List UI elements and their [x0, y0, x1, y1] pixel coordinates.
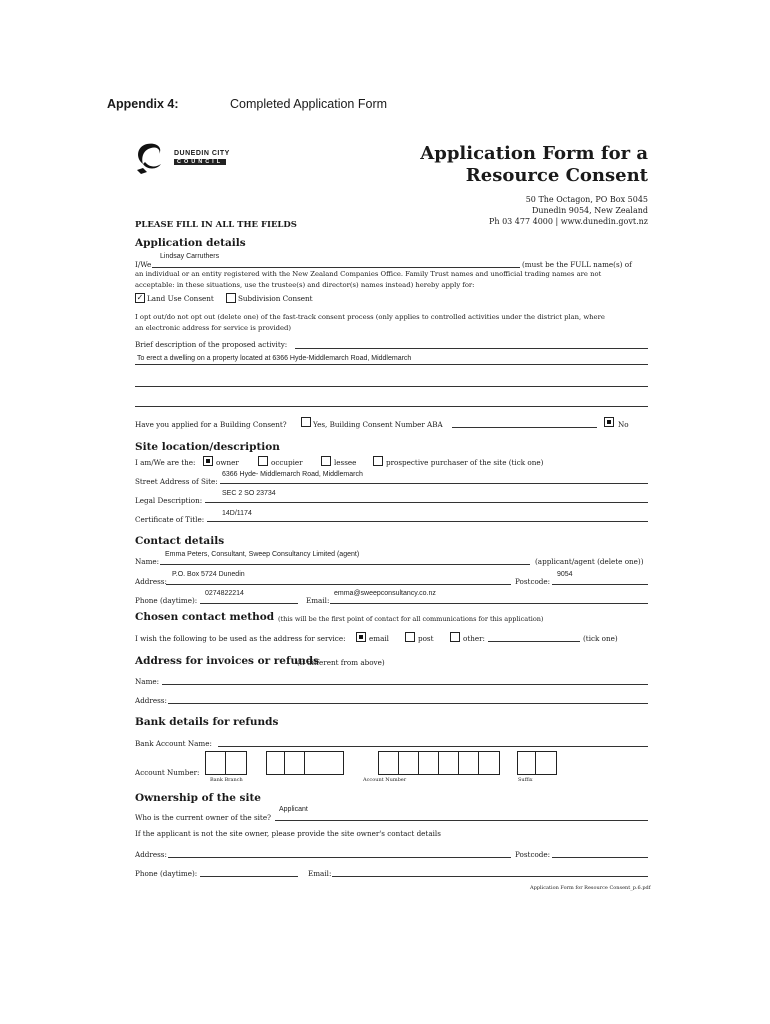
contact-name-value: Emma Peters, Consultant, Sweep Consultancy Limited (agent): [165, 551, 360, 558]
invoice-name-field[interactable]: [162, 684, 648, 685]
council-address1: 50 The Octagon, PO Box 5045: [525, 195, 648, 204]
form-title-line2: Resource Consent: [465, 165, 648, 186]
account-box-6[interactable]: [478, 751, 500, 775]
logo-name-line1: DUNEDIN CITY: [174, 150, 230, 157]
brief-description-field-4[interactable]: [135, 406, 648, 407]
contact-address-label: Address:: [135, 577, 167, 586]
land-use-checkbox[interactable]: ✓: [136, 293, 144, 302]
invoices-heading: Address for invoices or refunds: [135, 655, 320, 667]
building-consent-no-checkbox[interactable]: [604, 417, 614, 427]
account-box-4[interactable]: [438, 751, 460, 775]
owner-phone-label: Phone (daytime):: [135, 869, 198, 878]
purchaser-label: prospective purchaser of the site (tick one): [386, 458, 544, 467]
page-footer: Application Form for Resource Consent_p.6.pdf: [530, 885, 651, 891]
iam-label: I am/We are the:: [135, 458, 196, 467]
contact-postcode-field[interactable]: [552, 584, 648, 585]
service-email-checkbox[interactable]: [356, 632, 366, 642]
not-owner-text: If the applicant is not the site owner, please provide the site owner's contact details: [135, 829, 441, 838]
site-heading: Site location/description: [135, 441, 280, 453]
tick-one-note: (tick one): [583, 634, 618, 643]
street-address-field[interactable]: [220, 483, 648, 484]
invoices-note: (if different from above): [297, 658, 385, 667]
bank-account-name-field[interactable]: [218, 746, 648, 747]
branch-box-1[interactable]: [266, 751, 286, 775]
account-box-1[interactable]: [378, 751, 400, 775]
street-address-value: 6366 Hyde- Middlemarch Road, Middlemarch: [222, 471, 363, 478]
account-box-2[interactable]: [398, 751, 420, 775]
service-other-field[interactable]: [488, 641, 580, 642]
street-address-label: Street Address of Site:: [135, 477, 218, 486]
certificate-title-label: Certificate of Title:: [135, 515, 205, 524]
owner-question: Who is the current owner of the site?: [135, 813, 271, 822]
owner-field[interactable]: [275, 820, 648, 821]
account-box-3[interactable]: [418, 751, 440, 775]
lessee-checkbox[interactable]: [321, 456, 331, 466]
invoice-address-label: Address:: [135, 696, 167, 705]
contact-phone-field[interactable]: [200, 603, 298, 604]
service-other-label: other:: [463, 634, 485, 643]
legal-description-label: Legal Description:: [135, 496, 203, 505]
owner-address-field[interactable]: [168, 857, 511, 858]
invoice-address-field[interactable]: [168, 703, 648, 704]
appendix-title: Completed Application Form: [230, 97, 388, 111]
address-for-service-text: I wish the following to be used as the address for service:: [135, 634, 346, 643]
contact-email-value: emma@sweepconsultancy.co.nz: [334, 590, 436, 597]
brief-description-field-2[interactable]: [135, 364, 648, 365]
account-number-label: Account Number:: [135, 768, 200, 777]
entity-text-2: acceptable: in these situations, use the trustee(s) and director(s) names instead) hereby apply for:: [135, 281, 475, 289]
brief-description-field-3[interactable]: [135, 386, 648, 387]
building-consent-yes-checkbox[interactable]: [301, 417, 311, 427]
bank-code-box-2[interactable]: [225, 751, 247, 775]
bank-code-box-1[interactable]: [205, 751, 227, 775]
suffix-box-1[interactable]: [517, 751, 537, 775]
branch-box-2[interactable]: [284, 751, 306, 775]
fill-all-instruction: PLEASE FILL IN ALL THE FIELDS: [135, 220, 297, 230]
contact-name-field[interactable]: [160, 564, 530, 565]
contact-name-label: Name:: [135, 557, 160, 566]
certificate-title-field[interactable]: [207, 521, 648, 522]
building-consent-no-label: No: [618, 420, 629, 429]
brief-description-value: To erect a dwelling on a property located at 6366 Hyde-Middlemarch Road, Middlemarch: [137, 355, 412, 362]
building-consent-question: Have you applied for a Building Consent?: [135, 420, 287, 429]
owner-checkbox[interactable]: [203, 456, 213, 466]
contact-address-field[interactable]: [166, 584, 511, 585]
owner-postcode-label: Postcode:: [515, 850, 551, 859]
iwe-value: Lindsay Carruthers: [160, 253, 220, 260]
occupier-checkbox[interactable]: [258, 456, 268, 466]
contact-name-note: (applicant/agent (delete one)): [535, 557, 644, 566]
owner-label: owner: [216, 458, 239, 467]
owner-email-field[interactable]: [332, 876, 648, 877]
contact-postcode-value: 9054: [557, 571, 573, 578]
building-consent-number-field[interactable]: [452, 427, 597, 428]
lessee-label: lessee: [334, 458, 357, 467]
owner-phone-field[interactable]: [200, 876, 298, 877]
owner-value: Applicant: [279, 806, 308, 813]
land-use-label: Land Use Consent: [147, 294, 214, 303]
contact-postcode-label: Postcode:: [515, 577, 551, 586]
service-other-checkbox[interactable]: [450, 632, 460, 642]
dunedin-council-logo-icon: [133, 140, 173, 176]
contact-email-label: Email:: [306, 596, 330, 605]
appendix-label: Appendix 4:: [107, 97, 179, 111]
owner-email-label: Email:: [308, 869, 332, 878]
account-box-5[interactable]: [458, 751, 480, 775]
application-details-heading: Application details: [135, 237, 246, 249]
chosen-contact-heading: Chosen contact method: [135, 611, 275, 623]
contact-details-heading: Contact details: [135, 535, 225, 547]
service-email-label: email: [369, 634, 389, 643]
contact-phone-value: 0274822214: [205, 590, 244, 597]
bank-account-name-label: Bank Account Name:: [135, 739, 212, 748]
legal-description-field[interactable]: [205, 502, 648, 503]
branch-box-3[interactable]: [304, 751, 344, 775]
contact-address-value: P.O. Box 5724 Dunedin: [172, 571, 245, 578]
optout-text-2: an electronic address for service is provided): [135, 324, 292, 332]
purchaser-checkbox[interactable]: [373, 456, 383, 466]
owner-postcode-field[interactable]: [552, 857, 648, 858]
contact-email-field[interactable]: [330, 603, 648, 604]
optout-text-1: I opt out/do not opt out (delete one) of the fast-track consent process (only applies to controlled activities under the district plan, where: [135, 313, 605, 321]
certificate-title-value: 14D/1174: [222, 510, 252, 517]
legal-description-value: SEC 2 SO 23734: [222, 490, 276, 497]
brief-description-label: Brief description of the proposed activity:: [135, 340, 288, 349]
iwe-label: I/We: [135, 260, 152, 269]
contact-phone-label: Phone (daytime):: [135, 596, 198, 605]
owner-address-label: Address:: [135, 850, 167, 859]
entity-text-1: an individual or an entity registered with the New Zealand Companies Office. Family Trust names and unofficial trading names are not: [135, 270, 602, 278]
suffix-box-2[interactable]: [535, 751, 557, 775]
building-consent-yes-label: Yes, Building Consent Number ABA: [313, 420, 443, 429]
service-post-checkbox[interactable]: [405, 632, 415, 642]
chosen-contact-note: (this will be the first point of contact for all communications for this application): [278, 615, 544, 623]
subdivision-label: Subdivision Consent: [238, 294, 313, 303]
subdivision-checkbox[interactable]: [226, 293, 236, 303]
invoice-name-label: Name:: [135, 677, 160, 686]
account-number-sublabel: Account Number: [363, 777, 407, 783]
brief-description-field-1[interactable]: [295, 348, 648, 349]
occupier-label: occupier: [271, 458, 303, 467]
bank-branch-label: Bank Branch: [210, 777, 243, 783]
ownership-heading: Ownership of the site: [135, 792, 261, 804]
bank-heading: Bank details for refunds: [135, 716, 279, 728]
full-name-note: (must be the FULL name(s) of: [522, 260, 632, 269]
form-title-line1: Application Form for a: [420, 143, 648, 164]
logo-name-line2: COUNCIL: [174, 159, 226, 165]
service-post-label: post: [418, 634, 434, 643]
council-phone-web: Ph 03 477 4000 | www.dunedin.govt.nz: [488, 217, 648, 226]
council-address2: Dunedin 9054, New Zealand: [531, 206, 648, 215]
suffix-label: Suffix: [518, 777, 533, 783]
iwe-field[interactable]: [152, 267, 520, 268]
